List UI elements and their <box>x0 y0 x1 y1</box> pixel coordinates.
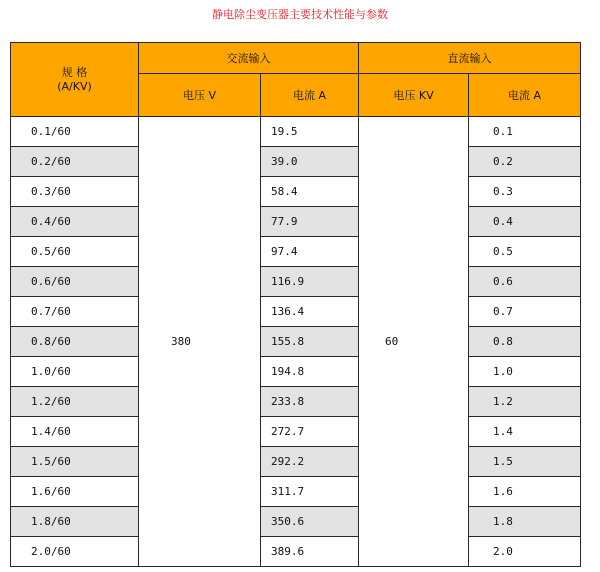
dc-current-cell: 1.8 <box>469 507 581 537</box>
spec-cell: 2.0/60 <box>11 537 139 567</box>
table-row <box>11 147 581 177</box>
spec-cell: 0.1/60 <box>11 117 139 147</box>
ac-current-cell: 155.8 <box>261 327 359 357</box>
spec-cell: 0.4/60 <box>11 207 139 237</box>
header-spec-label: 规 格 <box>61 65 88 79</box>
table-row <box>11 477 581 507</box>
header-ac-voltage: 电压 V <box>139 74 261 117</box>
header-spec-unit: (A/KV) <box>57 79 92 93</box>
spec-cell: 1.2/60 <box>11 387 139 417</box>
dc-current-cell: 1.2 <box>469 387 581 417</box>
table-row <box>11 297 581 327</box>
ac-current-cell: 194.8 <box>261 357 359 387</box>
ac-current-cell: 292.2 <box>261 447 359 477</box>
ac-current-cell: 311.7 <box>261 477 359 507</box>
dc-current-cell: 1.5 <box>469 447 581 477</box>
spec-cell: 0.3/60 <box>11 177 139 207</box>
spec-cell: 1.4/60 <box>11 417 139 447</box>
table-row <box>11 327 581 357</box>
ac-voltage-cell: 380 <box>139 117 261 567</box>
header-dc-voltage: 电压 KV <box>359 74 469 117</box>
dc-current-cell: 1.4 <box>469 417 581 447</box>
dc-voltage-cell: 60 <box>359 117 469 567</box>
dc-current-cell: 0.3 <box>469 177 581 207</box>
spec-cell: 1.0/60 <box>11 357 139 387</box>
header-dc-group: 直流输入 <box>359 43 581 74</box>
spec-cell: 0.2/60 <box>11 147 139 177</box>
dc-current-cell: 0.2 <box>469 147 581 177</box>
header-ac-current: 电流 A <box>261 74 359 117</box>
table-row <box>11 357 581 387</box>
dc-current-cell: 0.1 <box>469 117 581 147</box>
spec-table <box>10 42 581 567</box>
ac-current-cell: 19.5 <box>261 117 359 147</box>
ac-current-cell: 58.4 <box>261 177 359 207</box>
table-row <box>11 507 581 537</box>
ac-current-cell: 77.9 <box>261 207 359 237</box>
dc-current-cell: 0.8 <box>469 327 581 357</box>
table-row <box>11 237 581 267</box>
dc-current-cell: 0.4 <box>469 207 581 237</box>
header-dc-current: 电流 A <box>469 74 581 117</box>
ac-current-cell: 136.4 <box>261 297 359 327</box>
table-row <box>11 447 581 477</box>
ac-current-cell: 389.6 <box>261 537 359 567</box>
ac-current-cell: 350.6 <box>261 507 359 537</box>
table-row <box>11 387 581 417</box>
table-row <box>11 537 581 567</box>
header-ac-group: 交流输入 <box>139 43 359 74</box>
dc-current-cell: 0.6 <box>469 267 581 297</box>
spec-cell: 0.6/60 <box>11 267 139 297</box>
ac-current-cell: 233.8 <box>261 387 359 417</box>
ac-current-cell: 39.0 <box>261 147 359 177</box>
ac-current-cell: 97.4 <box>261 237 359 267</box>
dc-current-cell: 0.7 <box>469 297 581 327</box>
spec-cell: 1.6/60 <box>11 477 139 507</box>
dc-current-cell: 0.5 <box>469 237 581 267</box>
table-row <box>11 417 581 447</box>
spec-cell: 0.7/60 <box>11 297 139 327</box>
table-row <box>11 267 581 297</box>
spec-cell: 1.8/60 <box>11 507 139 537</box>
spec-cell: 0.5/60 <box>11 237 139 267</box>
table-row <box>11 177 581 207</box>
spec-cell: 0.8/60 <box>11 327 139 357</box>
dc-current-cell: 1.6 <box>469 477 581 507</box>
table-row <box>11 117 581 147</box>
header-spec <box>11 43 139 117</box>
dc-current-cell: 1.0 <box>469 357 581 387</box>
ac-current-cell: 116.9 <box>261 267 359 297</box>
spec-cell: 1.5/60 <box>11 447 139 477</box>
table-row <box>11 207 581 237</box>
ac-current-cell: 272.7 <box>261 417 359 447</box>
page-title: 静电除尘变压器主要技术性能与参数 <box>212 8 388 21</box>
dc-current-cell: 2.0 <box>469 537 581 567</box>
spec-table-body <box>11 117 581 567</box>
